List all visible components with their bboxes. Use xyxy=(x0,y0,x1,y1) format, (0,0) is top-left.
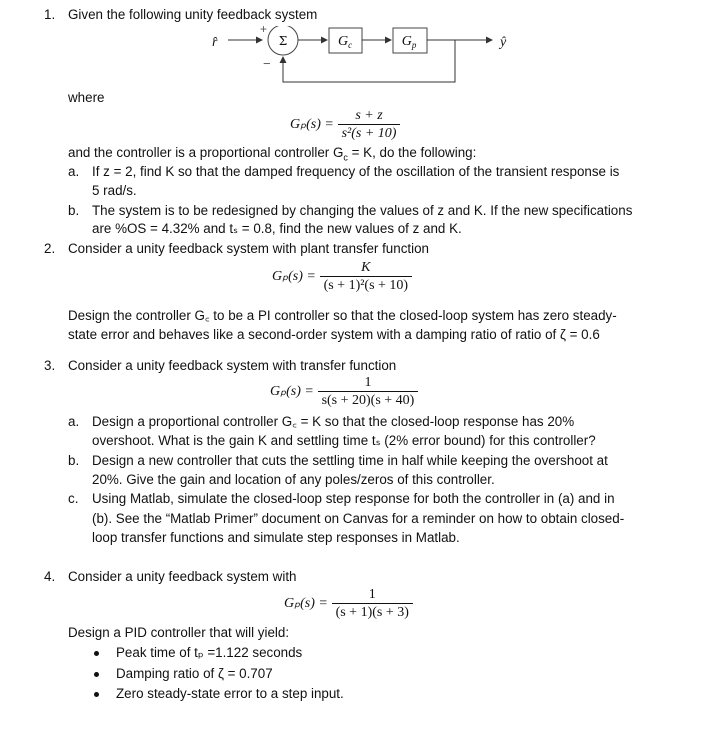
output-label: ŷ xyxy=(500,35,507,50)
q3-c-line3: loop transfer functions and simulate step responses in Matlab. xyxy=(92,530,460,545)
q4-intro: Consider a unity feedback system with xyxy=(68,569,297,584)
q3-a-label: a. xyxy=(68,414,80,429)
q4-eq-denominator: (s + 1)(s + 3) xyxy=(332,603,413,621)
q1-b-line2: are %OS = 4.32% and tₛ = 0.8, find the new values of z and K. xyxy=(92,221,462,236)
q1-controller-line: and the controller is a proportional controller $G_c = K$, do the following: xyxy=(68,145,477,163)
q2-eq-fraction xyxy=(320,259,413,294)
q3-b-line1: Design a new controller that cuts the settling time in half while keeping the overshoot at xyxy=(92,453,608,468)
q1-b-label: b. xyxy=(68,203,80,218)
bullet-dot xyxy=(94,692,99,697)
q2-intro: Consider a unity feedback system with plant transfer function xyxy=(68,241,429,256)
q4-eq-numerator: 1 xyxy=(368,587,376,602)
plus-sign: + xyxy=(260,26,268,36)
input-label: r̂ xyxy=(212,35,218,50)
q1-eq-lhs: Gₚ(s) = xyxy=(290,117,334,132)
q2-eq-denominator: (s + 1)²(s + 10) xyxy=(320,276,413,294)
q4-bullet-3: Zero steady-state error to a step input. xyxy=(116,686,344,701)
q2-line1: Design the controller G꜀ to be a PI controller so that the closed-loop system has zero steady- xyxy=(68,308,617,323)
summer-symbol: Σ xyxy=(278,34,288,48)
q3-number: 3. xyxy=(44,358,56,373)
q1-a-line1: If z = 2, find K so that the damped frequency of the oscillation of the transient response is xyxy=(92,164,620,179)
plant-label: $G_p$ xyxy=(401,34,417,50)
q3-a-line2: overshoot. What is the gain K and settling time tₛ (2% error bound) for this controller? xyxy=(92,433,596,448)
q3-intro: Consider a unity feedback system with transfer function xyxy=(68,358,397,373)
q1-eq-denominator: s²(s + 10) xyxy=(338,124,401,142)
q3-eq-numerator: 1 xyxy=(364,375,372,390)
q2-number: 2. xyxy=(44,241,56,256)
q4-equation xyxy=(284,586,413,621)
q3-eq-lhs: Gₚ(s) = xyxy=(270,384,314,399)
q4-eq-fraction xyxy=(332,586,413,621)
bullet-dot xyxy=(94,672,99,677)
q1-equation xyxy=(290,107,400,142)
block-diagram xyxy=(0,26,706,116)
q3-c-label: c. xyxy=(68,491,79,506)
q1-a-line2: 5 rad/s. xyxy=(92,183,137,198)
controller-label: $G_c$ xyxy=(337,34,353,50)
q4-eq-lhs: Gₚ(s) = xyxy=(284,596,328,611)
q3-eq-fraction xyxy=(318,374,419,409)
q3-a-line1: Design a proportional controller G꜀ = K so that the closed-loop response has 20% xyxy=(92,414,575,429)
bullet-dot xyxy=(94,651,99,656)
feedback-path xyxy=(283,40,455,82)
q1-a-label: a. xyxy=(68,164,80,179)
q2-eq-lhs: Gₚ(s) = xyxy=(272,269,316,284)
q3-b-line2: 20%. Give the gain and location of any poles/zeros of this controller. xyxy=(92,472,495,487)
minus-sign: − xyxy=(263,56,271,71)
q2-line2: state error and behaves like a second-order system with a damping ratio of ratio of ζ = 0.6 xyxy=(68,327,600,342)
q4-bullet-2: Damping ratio of ζ = 0.707 xyxy=(116,666,273,681)
q3-eq-denominator: s(s + 20)(s + 40) xyxy=(318,391,419,409)
q1-intro: Given the following unity feedback system xyxy=(68,7,318,22)
q3-equation xyxy=(270,374,418,409)
q2-eq-numerator: K xyxy=(361,260,371,275)
q1-number: 1. xyxy=(44,7,56,22)
q2-equation xyxy=(272,259,412,294)
q3-c-line1: Using Matlab, simulate the closed-loop step response for both the controller in (a) and in xyxy=(92,491,615,506)
q4-bullet-1: Peak time of tₚ =1.122 seconds xyxy=(116,645,303,660)
q3-c-line2: (b). See the “Matlab Primer” document on Canvas for a reminder on how to obtain closed- xyxy=(92,511,625,526)
q1-where: where xyxy=(68,90,105,105)
q4-design: Design a PID controller that will yield: xyxy=(68,625,290,640)
q3-b-label: b. xyxy=(68,453,80,468)
q1-eq-numerator: s + z xyxy=(355,108,383,123)
q1-b-line1: The system is to be redesigned by changing the values of z and K. If the new specifications xyxy=(92,203,633,218)
q4-number: 4. xyxy=(44,569,56,584)
q1-eq-fraction xyxy=(338,107,401,142)
